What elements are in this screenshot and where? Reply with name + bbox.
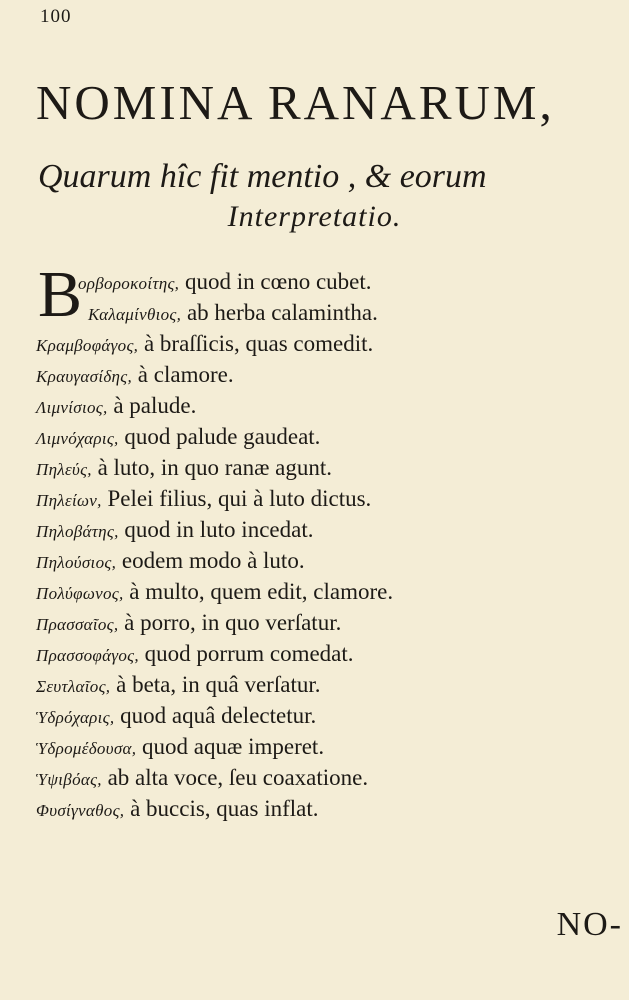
list-item — [36, 328, 626, 359]
latin-gloss: quod palude gaudeat. — [118, 424, 321, 449]
catchword: NO- — [556, 906, 623, 943]
list-item — [36, 545, 626, 576]
greek-name: Πρασσοφάγος, — [36, 646, 139, 665]
latin-gloss: ab alta voce, ſeu coaxatione. — [101, 765, 369, 790]
list-item — [36, 669, 626, 700]
latin-gloss: à braſſicis, quas comedit. — [138, 331, 374, 356]
latin-gloss: quod in luto incedat. — [118, 517, 314, 542]
greek-name: Κραμβοφάγος, — [36, 336, 139, 355]
latin-gloss: à palude. — [107, 393, 197, 418]
page-title: NOMINA RANARUM, — [36, 75, 555, 130]
list-item — [36, 266, 626, 297]
list-item — [36, 793, 626, 824]
latin-gloss: ab herba calamintha. — [181, 300, 378, 325]
latin-gloss: quod in cœno cubet. — [179, 269, 372, 294]
drop-cap: B — [38, 258, 83, 331]
list-item — [36, 762, 626, 793]
greek-name: Κραυγασίδης, — [36, 367, 133, 386]
greek-name: Πολύφωνος, — [36, 584, 124, 603]
list-item — [36, 514, 626, 545]
greek-name: Φυσίγναθος, — [36, 801, 125, 820]
latin-gloss: à luto, in quo ranæ agunt. — [91, 455, 333, 480]
frog-names-list — [36, 258, 626, 824]
latin-gloss: eodem modo à luto. — [116, 548, 305, 573]
greek-name: Λιμνίσιος, — [36, 398, 108, 417]
greek-name: Πηλείων, — [36, 491, 102, 510]
subtitle-line-2: Interpretatio. — [227, 200, 402, 233]
list-item — [36, 576, 626, 607]
greek-name: Πηλοβάτης, — [36, 522, 119, 541]
subtitle-line-1: Quarum hîc fit mentio , & eorum — [38, 158, 487, 195]
list-item — [36, 390, 626, 421]
greek-name: Πηλούσιος, — [36, 553, 117, 572]
greek-name: Πρασσαῖος, — [36, 615, 119, 634]
latin-gloss: à porro, in quo verſatur. — [118, 610, 342, 635]
greek-name: Λιμνόχαρις, — [36, 429, 119, 448]
list-item — [36, 700, 626, 731]
latin-gloss: à buccis, quas inflat. — [124, 796, 319, 821]
latin-gloss: Pelei filius, qui à luto dictus. — [101, 486, 372, 511]
greek-name: Καλαμίνθιος, — [88, 305, 182, 324]
greek-name: Σευτλαῖος, — [36, 677, 111, 696]
latin-gloss: quod aquâ delectetur. — [114, 703, 317, 728]
list-item — [36, 607, 626, 638]
list-item — [36, 638, 626, 669]
latin-gloss: à beta, in quâ verſatur. — [110, 672, 321, 697]
latin-gloss: quod aquæ imperet. — [136, 734, 325, 759]
greek-name: ορβοροκοίτης, — [78, 274, 180, 293]
latin-gloss: à multo, quem edit, clamore. — [123, 579, 394, 604]
page-number: 100 — [40, 6, 72, 27]
greek-name: Ὑδρομέδουσα, — [36, 739, 137, 758]
list-item — [36, 483, 626, 514]
greek-name: Πηλεύς, — [36, 460, 92, 479]
list-item — [36, 359, 626, 390]
list-item — [36, 731, 626, 762]
list-item — [36, 421, 626, 452]
latin-gloss: quod porrum comedat. — [138, 641, 354, 666]
greek-name: Ὑδρόχαρις, — [36, 708, 115, 727]
list-item — [36, 297, 626, 328]
greek-name: Ὑψιβόας, — [36, 770, 102, 789]
list-item — [36, 452, 626, 483]
latin-gloss: à clamore. — [132, 362, 234, 387]
